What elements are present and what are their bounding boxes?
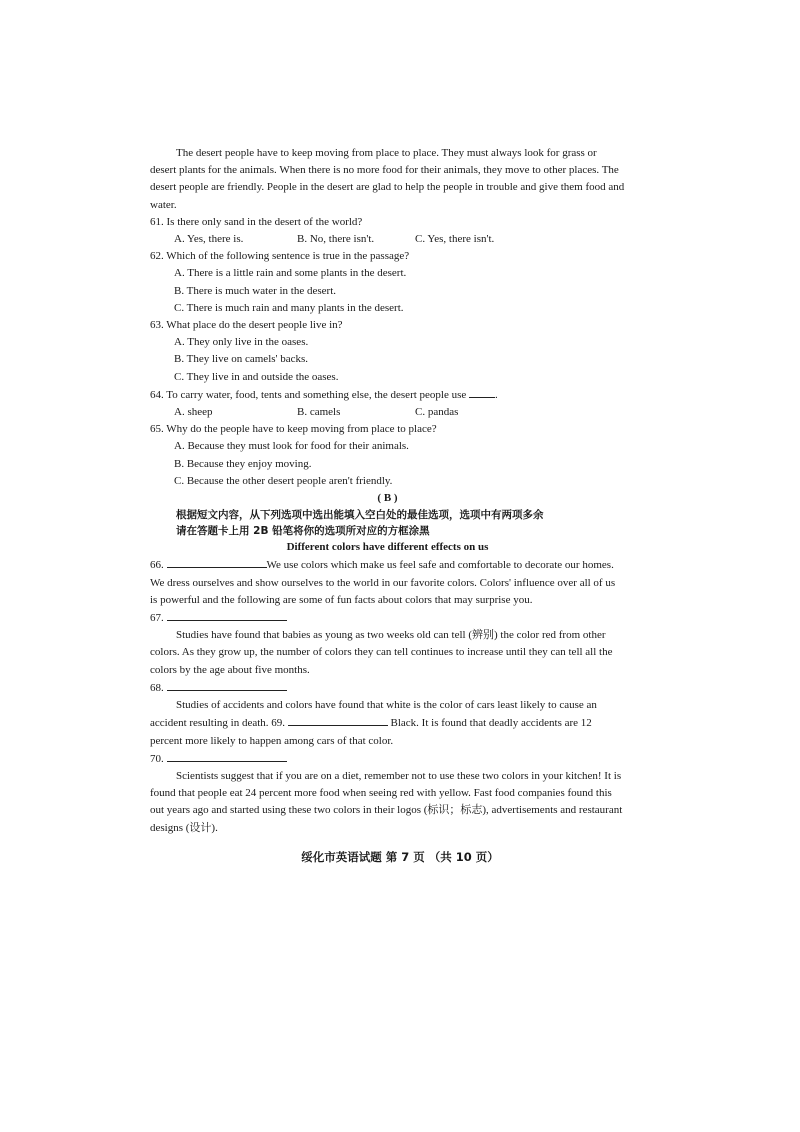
option-a: A. They only live in the oases.: [174, 336, 309, 349]
page-content: [150, 145, 625, 837]
option-c: C. They live in and outside the oases.: [174, 370, 339, 383]
answer-blank: [167, 750, 287, 762]
question-65-stem: 65. Why do the people have to keep moving from place to place?: [150, 423, 437, 436]
option-b: B. They live on camels' backs.: [174, 353, 309, 366]
item-68-line: [150, 679, 625, 697]
item-70-number: 70.: [150, 752, 164, 765]
item-68-paragraph: [150, 697, 625, 750]
item-67-text: Studies have found that babies as young as two weeks old can tell (辨别) the color red from other colors. As they grow up, the number of colors they can tell continues to increase until they can tell all the colors by the age about five months.: [150, 629, 613, 676]
question-63-stem: 63. What place do the desert people live in?: [150, 319, 343, 332]
option-c: C. Because the other desert people aren't friendly.: [174, 474, 393, 487]
answer-blank: [288, 714, 388, 726]
question-64-stem: [150, 386, 625, 404]
item-70-text: Scientists suggest that if you are on a diet, remember not to use these two colors in your kitchen! It is found that people eat 24 percent more food when seeing red with yellow. Fast food companies found this out years ago and started using these two colors in their logos (标识；标志), advertisements and restaurant designs (设计).: [150, 769, 623, 834]
option-a: A. Yes, there is.: [174, 233, 244, 246]
answer-blank: [167, 609, 287, 621]
item-67-line: [150, 609, 625, 627]
item-69-text: Black. It is found that deadly accidents are 12 percent more likely to happen among cars of that color.: [150, 717, 592, 747]
option-b: B. Because they enjoy moving.: [174, 457, 312, 470]
option-a: A. sheep: [174, 406, 213, 419]
item-66-number: 66.: [150, 559, 164, 572]
item-66-text: We use colors which make us feel safe and comfortable to decorate our homes. We dress ourselves and show ourselves to the world in our favorite colors. Colors' influence over all of us is powerful and the following are some of fun facts about colors that may surprise you.: [150, 559, 616, 606]
option-c: C. Yes, there isn't.: [415, 233, 495, 246]
answer-blank: [469, 386, 495, 398]
item-67-number: 67.: [150, 612, 164, 625]
item-66: [150, 556, 625, 609]
option-b: B. No, there isn't.: [297, 233, 375, 246]
question-61-stem: 61. Is there only sand in the desert of the world?: [150, 215, 363, 228]
item-68-number: 68.: [150, 681, 164, 694]
passage-title: Different colors have different effects on us: [286, 541, 489, 554]
section-b-instruction-1: 根据短文内容，从下列选项中选出能填入空白处的最佳选项，选项中有两项多余: [176, 509, 544, 522]
item-68-text: Studies of accidents and colors have found that white is the color of cars least likely to cause an accident resulting in death. 69.: [150, 699, 597, 730]
option-b: B. camels: [297, 406, 341, 419]
question-62-stem: 62. Which of the following sentence is true in the passage?: [150, 250, 410, 263]
option-c: C. pandas: [415, 406, 459, 419]
section-b-instruction-2: 请在答题卡上用 2B 铅笔将你的选项所对应的方框涂黑: [176, 525, 430, 538]
question-61-options: [174, 231, 625, 248]
option-a: A. There is a little rain and some plants in the desert.: [174, 267, 407, 280]
answer-blank: [167, 679, 287, 691]
section-b-label: ( B ): [377, 492, 398, 505]
page-footer: 绥化市英语试题 第 7 页 （共 10 页）: [301, 850, 499, 864]
answer-blank: [167, 556, 267, 568]
option-a: A. Because they must look for food for their animals.: [174, 440, 409, 453]
question-64-stem-text: 64. To carry water, food, tents and something else, the desert people use: [150, 388, 467, 401]
question-64-options: [174, 404, 625, 421]
question-64-stem-end: .: [495, 388, 498, 401]
item-70-line: [150, 750, 625, 768]
passage-paragraph: The desert people have to keep moving from place to place. They must always look for grass or desert plants for the animals. When there is no more food for their animals, they move to other places. The desert people are friendly. People in the desert are glad to help the people in trouble and give them food and water.: [150, 147, 625, 211]
option-b: B. There is much water in the desert.: [174, 284, 336, 297]
option-c: C. There is much rain and many plants in the desert.: [174, 301, 404, 314]
